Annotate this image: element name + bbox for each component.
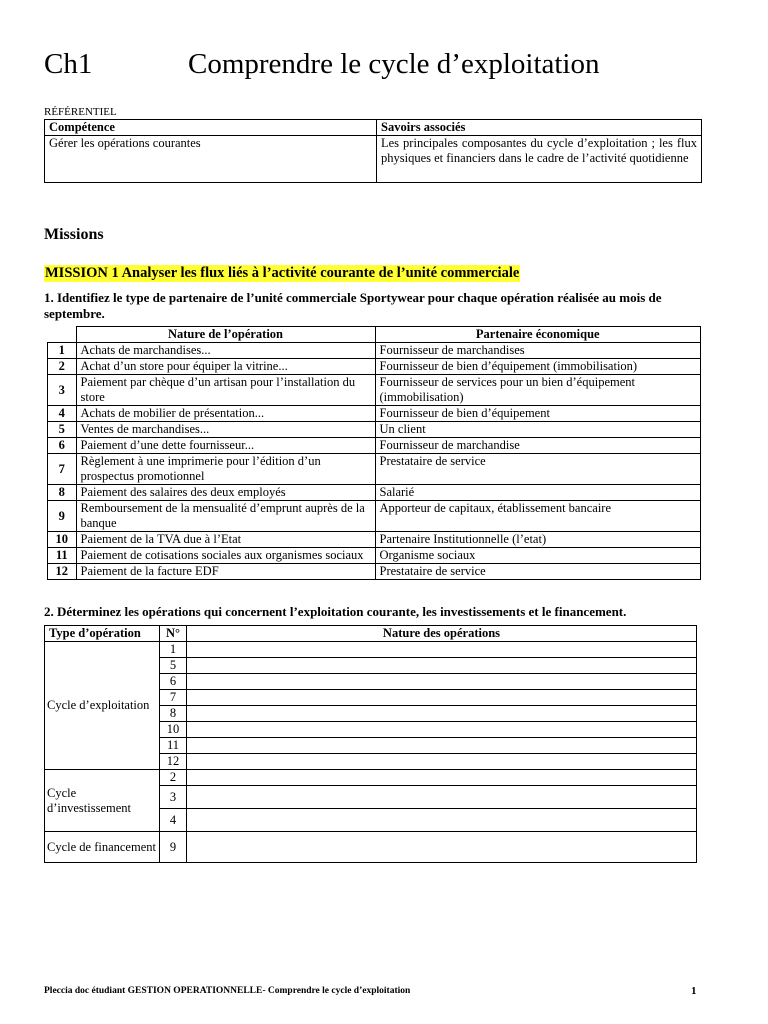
operation-types-table <box>44 625 697 863</box>
question-2: 2. Déterminez les opérations qui concernent l’exploitation courante, les investissements et le financement. <box>44 604 627 619</box>
competence-cell: Gérer les opérations courantes <box>45 136 377 183</box>
operation-nature: Règlement à une imprimerie pour l’édition d’un prospectus promotionnel <box>76 454 375 485</box>
operations-table <box>47 326 701 580</box>
operation-number: 12 <box>160 754 187 770</box>
answer-cell <box>187 722 697 738</box>
economic-partner: Fournisseur de marchandise <box>375 438 701 454</box>
row-number: 4 <box>48 406 77 422</box>
operation-number: 4 <box>160 809 187 832</box>
page-number: 1 <box>691 985 697 997</box>
economic-partner: Fournisseur de bien d’équipement <box>375 406 701 422</box>
chapter-number: Ch1 <box>44 48 93 80</box>
answer-cell <box>187 706 697 722</box>
row-number: 9 <box>48 501 77 532</box>
table-row <box>48 485 701 501</box>
economic-partner: Prestataire de service <box>375 564 701 580</box>
answer-cell <box>187 738 697 754</box>
nature-operations-header: Nature des opérations <box>187 626 697 642</box>
row-number: 8 <box>48 485 77 501</box>
operation-number: 7 <box>160 690 187 706</box>
operation-nature: Paiement par chèque d’un artisan pour l’installation du store <box>76 375 375 406</box>
operation-nature: Achat d’un store pour équiper la vitrine... <box>76 359 375 375</box>
economic-partner: Prestataire de service <box>375 454 701 485</box>
row-number: 10 <box>48 532 77 548</box>
nature-header: Nature de l’opération <box>76 327 375 343</box>
mission1-heading <box>44 265 520 282</box>
row-number: 1 <box>48 343 77 359</box>
economic-partner: Fournisseur de services pour un bien d’équipement (immobilisation) <box>375 375 701 406</box>
table-row <box>48 532 701 548</box>
number-header: N° <box>160 626 187 642</box>
table-row <box>48 343 701 359</box>
table-row <box>48 375 701 406</box>
operation-nature: Paiement d’une dette fournisseur... <box>76 438 375 454</box>
operation-number: 8 <box>160 706 187 722</box>
table-row <box>48 501 701 532</box>
table-row <box>48 564 701 580</box>
economic-partner: Fournisseur de bien d’équipement (immobilisation) <box>375 359 701 375</box>
table-row <box>48 438 701 454</box>
answer-cell <box>187 809 697 832</box>
operation-nature: Paiement de cotisations sociales aux organismes sociaux <box>76 548 375 564</box>
operation-number: 5 <box>160 658 187 674</box>
economic-partner: Partenaire Institutionnelle (l’etat) <box>375 532 701 548</box>
referentiel-table <box>44 119 702 183</box>
answer-cell <box>187 642 697 658</box>
answer-cell <box>187 690 697 706</box>
operation-nature: Paiement des salaires des deux employés <box>76 485 375 501</box>
operation-number: 6 <box>160 674 187 690</box>
economic-partner: Organisme sociaux <box>375 548 701 564</box>
savoirs-header: Savoirs associés <box>377 120 702 136</box>
row-number: 11 <box>48 548 77 564</box>
operation-nature: Remboursement de la mensualité d’emprunt auprès de la banque <box>76 501 375 532</box>
corner-cell <box>48 327 77 343</box>
mission1-title: Analyser les flux liés à l’activité courante de l’unité commerciale <box>121 265 520 281</box>
answer-cell <box>187 786 697 809</box>
type-header: Type d’opération <box>45 626 160 642</box>
table-row <box>48 548 701 564</box>
economic-partner: Fournisseur de marchandises <box>375 343 701 359</box>
referentiel-label: RÉFÉRENTIEL <box>44 106 117 118</box>
row-number: 12 <box>48 564 77 580</box>
operation-number: 11 <box>160 738 187 754</box>
financing-cycle-label: Cycle de financement <box>45 832 160 863</box>
row-number: 2 <box>48 359 77 375</box>
competence-header: Compétence <box>45 120 377 136</box>
operation-nature: Achats de marchandises... <box>76 343 375 359</box>
economic-partner: Salarié <box>375 485 701 501</box>
partenaire-header: Partenaire économique <box>375 327 701 343</box>
operation-number: 3 <box>160 786 187 809</box>
page-footer: Pleccia doc étudiant GESTION OPERATIONNELLE- Comprendre le cycle d’exploitation <box>44 986 411 996</box>
table-row <box>48 422 701 438</box>
operation-nature: Paiement de la TVA due à l’Etat <box>76 532 375 548</box>
answer-cell <box>187 832 697 863</box>
table-row <box>48 359 701 375</box>
mission1-label: MISSION 1 <box>45 265 119 281</box>
answer-cell <box>187 674 697 690</box>
answer-cell <box>187 754 697 770</box>
table-row <box>48 406 701 422</box>
row-number: 7 <box>48 454 77 485</box>
page-title: Comprendre le cycle d’exploitation <box>188 48 600 80</box>
answer-cell <box>187 658 697 674</box>
savoirs-cell: Les principales composantes du cycle d’exploitation ; les flux physiques et financiers dans le cadre de l’activité quotidienne <box>377 136 702 183</box>
row-number: 3 <box>48 375 77 406</box>
row-number: 6 <box>48 438 77 454</box>
row-number: 5 <box>48 422 77 438</box>
answer-cell <box>187 770 697 786</box>
question-1: 1. Identifiez le type de partenaire de l’unité commerciale Sportywear pour chaque opération réalisée au mois de septembre. <box>44 290 662 321</box>
operation-nature: Achats de mobilier de présentation... <box>76 406 375 422</box>
missions-heading: Missions <box>44 226 104 243</box>
economic-partner: Apporteur de capitaux, établissement bancaire <box>375 501 701 532</box>
operation-nature: Ventes de marchandises... <box>76 422 375 438</box>
operation-number: 1 <box>160 642 187 658</box>
operation-number: 2 <box>160 770 187 786</box>
operation-nature: Paiement de la facture EDF <box>76 564 375 580</box>
operation-number: 10 <box>160 722 187 738</box>
table-row <box>48 454 701 485</box>
investment-cycle-label: Cycle d’investissement <box>45 770 160 832</box>
exploitation-cycle-label: Cycle d’exploitation <box>45 642 160 770</box>
economic-partner: Un client <box>375 422 701 438</box>
operation-number: 9 <box>160 832 187 863</box>
